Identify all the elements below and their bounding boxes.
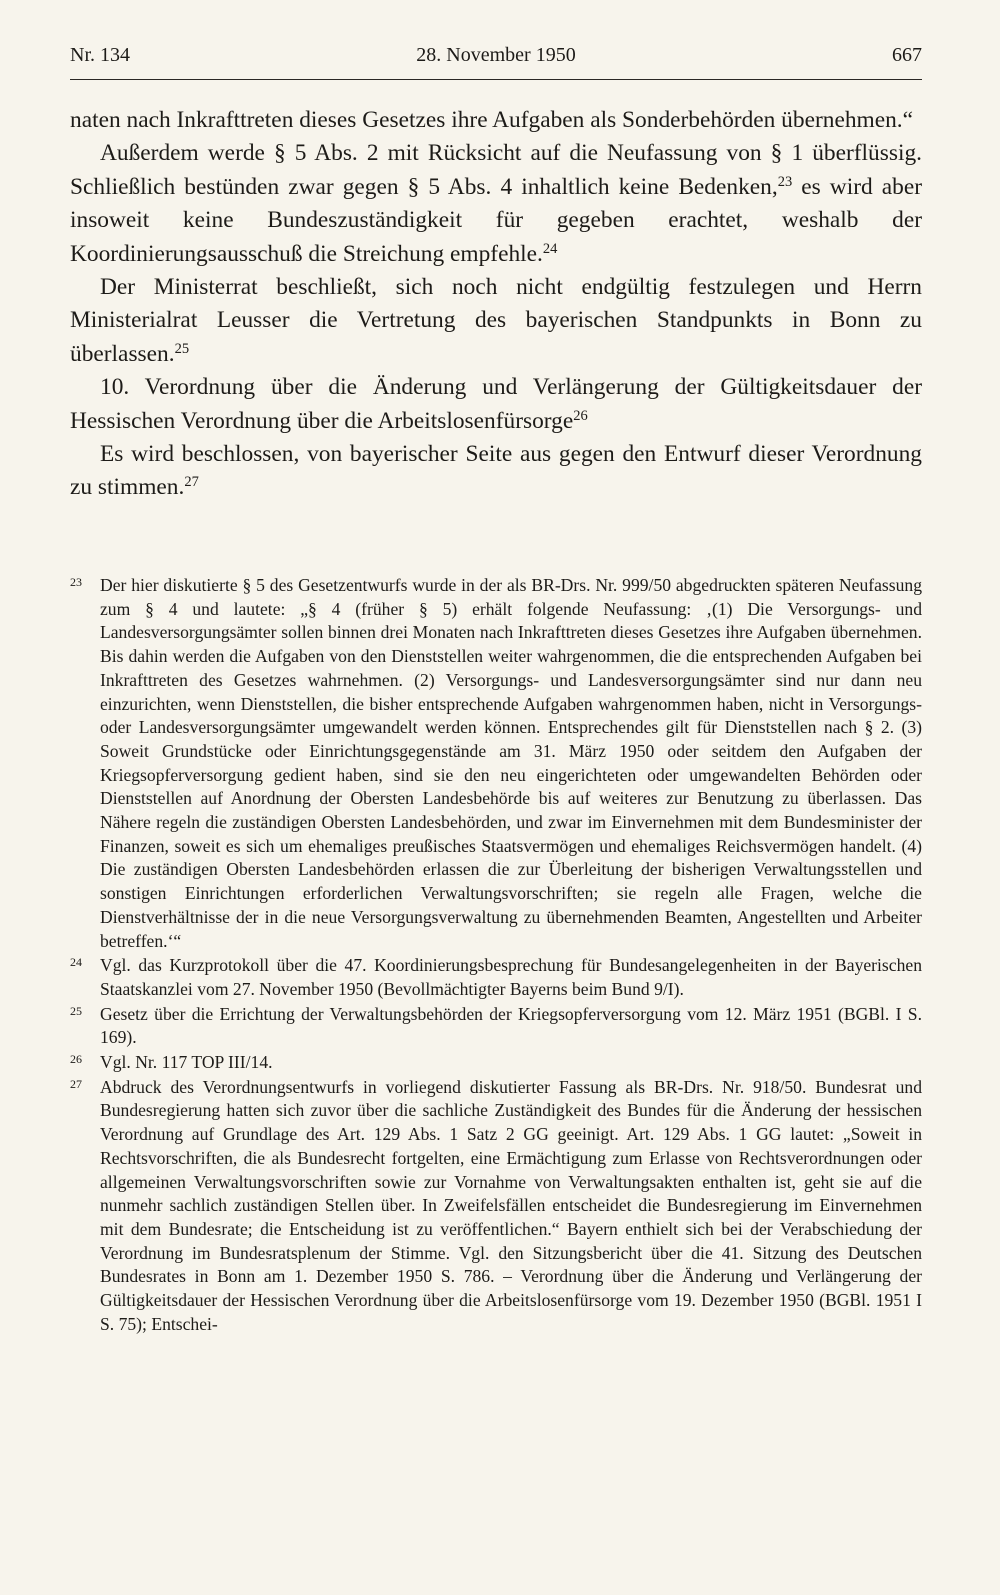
footnote-text: Vgl. Nr. 117 TOP III/14. xyxy=(100,1052,273,1073)
footnote-number: 25 xyxy=(70,1003,82,1018)
main-text xyxy=(70,104,922,505)
footnote-27 xyxy=(70,1076,922,1337)
footnote-text: Vgl. das Kurzprotokoll über die 47. Koordinierungsbesprechung für Bundesangelegenheiten in der Bayerischen Staatskanzlei vom 27. November 1950 (Bevollmächtigter Bayerns beim Bund 9/I). xyxy=(100,955,922,999)
paragraph-2 xyxy=(70,137,922,271)
footnote-24 xyxy=(70,954,922,1001)
footnotes xyxy=(70,574,922,1337)
footnote-ref-23[interactable]: 23 xyxy=(777,173,793,190)
footnote-ref-24[interactable]: 24 xyxy=(542,240,558,257)
header-rule xyxy=(70,79,922,80)
paragraph-3 xyxy=(70,271,922,371)
agenda-item-10 xyxy=(70,371,922,438)
running-header xyxy=(70,44,922,74)
paragraph-2-text: Außerdem werde § 5 Abs. 2 mit Rücksicht auf die Neufassung von § 1 überflüssig. Schließlich bestünden zwar gegen § 5 Abs. 4 inhaltlich keine Bedenken, xyxy=(70,140,922,200)
footnote-number: 27 xyxy=(70,1076,82,1091)
footnote-number: 24 xyxy=(70,955,82,970)
footnote-number: 26 xyxy=(70,1052,82,1067)
header-date: 28. November 1950 xyxy=(416,44,576,66)
footnote-number: 23 xyxy=(70,575,82,589)
paragraph-5 xyxy=(70,438,922,505)
page-number: 667 xyxy=(892,44,922,66)
footnote-text: Abdruck des Verordnungsentwurfs in vorliegend diskutierter Fassung als BR-Drs. Nr. 918/50. Bundesrat und Bundesregierung hatten sich zuvor über die sachliche Zuständigkeit des Bundes für die Änderung der hessischen Verordnung auf Grundlage des Art. 129 Abs. 1 Satz 2 GG geeinigt. Art. 129 Abs. 1 GG lautet: „Soweit in Rechtsvorschriften, die als Bundesrecht fortgelten, eine Ermächtigung zum Erlasse von Rechtsverordnungen oder allgemeinen Verwaltungsvorschriften sowie zur Vornahme von Verwaltungsakten enthalten ist, geht sie auf die nunmehr sachlich zuständigen Stellen über. In Zweifelsfällen entscheidet die Bundesregierung im Einvernehmen mit dem Bundesrate; die Entscheidung ist zu veröffentlichen.“ Bayern enthielt sich bei der Verabschiedung der Verordnung im Bundesratsplenum der Stimme. Vgl. den Sitzungsbericht über die 41. Sitzung des Deutschen Bundesrates in Bonn am 1. Dezember 1950 S. 786. – Verordnung über die Änderung und Verlängerung der Gültigkeitsdauer der Hessischen Verordnung über die Arbeitslosenfürsorge vom 19. Dezember 1950 (BGBl. 1951 I S. 75); Entschei- xyxy=(100,1076,922,1334)
paragraph-1-text: naten nach Inkrafttreten dieses Gesetzes ihre Aufgaben als Sonderbehörden übernehmen.“ xyxy=(70,107,914,133)
paragraph-5-text: Es wird beschlossen, von bayerischer Seite aus gegen den Entwurf dieser Verordnung zu stimmen. xyxy=(70,441,922,501)
footnote-25 xyxy=(70,1003,922,1050)
footnote-text: Der hier diskutierte § 5 des Gesetzentwurfs wurde in der als BR-Drs. Nr. 999/50 abgedruckten späteren Neufassung zum § 4 und lautete: „§ 4 (früher § 5) erhält folgende Neufassung: ‚(1) Die Versorgungs- und Landesversorgungsämter sollen binnen drei Monaten nach Inkrafttreten dieses Gesetzes ihre Aufgaben übernehmen. Bis dahin werden die Aufgaben von den Dienststellen weiter wahrgenommen, die die entsprechenden Aufgaben bei Inkrafttreten des Gesetzes wahrnehmen. (2) Versorgungs- und Landesversorgungsämter sind nur dann neu einzurichten, wenn Dienststellen, die bisher entsprechende Aufgaben wahrgenommen haben, nicht in Versorgungs- oder Landesversorgungsämter umgewandelt werden können. Entsprechendes gilt für Dienststellen nach § 2. (3) Soweit Grundstücke oder Einrichtungsgegenstände am 31. März 1950 oder seitdem den Aufgaben der Kriegsopferversorgung gedient haben, sind sie den neu eingerichteten oder umgewandelten Behörden oder Dienststellen auf Anordnung der Obersten Landesbehörde bis auf weiteres zur Benutzung zu überlassen. Das Nähere regeln die zuständigen Obersten Landesbehörden, und zwar im Einvernehmen mit dem Bundesminister der Finanzen, soweit es sich um ehemaliges preußisches Staatsvermögen und ehemaliges Reichsvermögen handelt. (4) Die zuständigen Obersten Landesbehörden erlassen die zur Überleitung der bisherigen Verwaltungsstellen und sonstigen Einrichtungen erforderlichen Verwaltungsvorschriften; sie regeln alle Fragen, welche die Dienstverhältnisse der in die neue Versorgungsverwaltung zu übernehmenden Beamten, Angestellten und Arbeiter betreffen.‘“ xyxy=(100,575,922,951)
paragraph-continuation xyxy=(70,104,922,137)
issue-number: Nr. 134 xyxy=(70,44,130,66)
paragraph-2-text-cont: es wird aber insoweit keine Bundeszuständigkeit für gegeben erachtet, weshalb der Koordinierungsausschuß die Streichung empfehle. xyxy=(70,173,922,267)
footnote-ref-27[interactable]: 27 xyxy=(184,474,199,491)
footnote-ref-25[interactable]: 25 xyxy=(174,340,190,357)
footnote-23 xyxy=(70,574,922,953)
footnote-text: Gesetz über die Errichtung der Verwaltungsbehörden der Kriegsopferversorgung vom 12. März 1951 (BGBl. I S. 169). xyxy=(100,1003,922,1048)
agenda-item-10-text: 10. Verordnung über die Änderung und Verlängerung der Gültigkeitsdauer der Hessischen Verordnung über die Arbeitslosenfürsorge xyxy=(70,374,922,434)
footnote-ref-26[interactable]: 26 xyxy=(573,407,588,424)
paragraph-3-text: Der Ministerrat beschließt, sich noch nicht endgültig festzulegen und Herrn Ministerialrat Leusser die Vertretung des bayerischen Standpunkts in Bonn zu überlassen. xyxy=(70,274,922,367)
footnote-26 xyxy=(70,1051,922,1075)
